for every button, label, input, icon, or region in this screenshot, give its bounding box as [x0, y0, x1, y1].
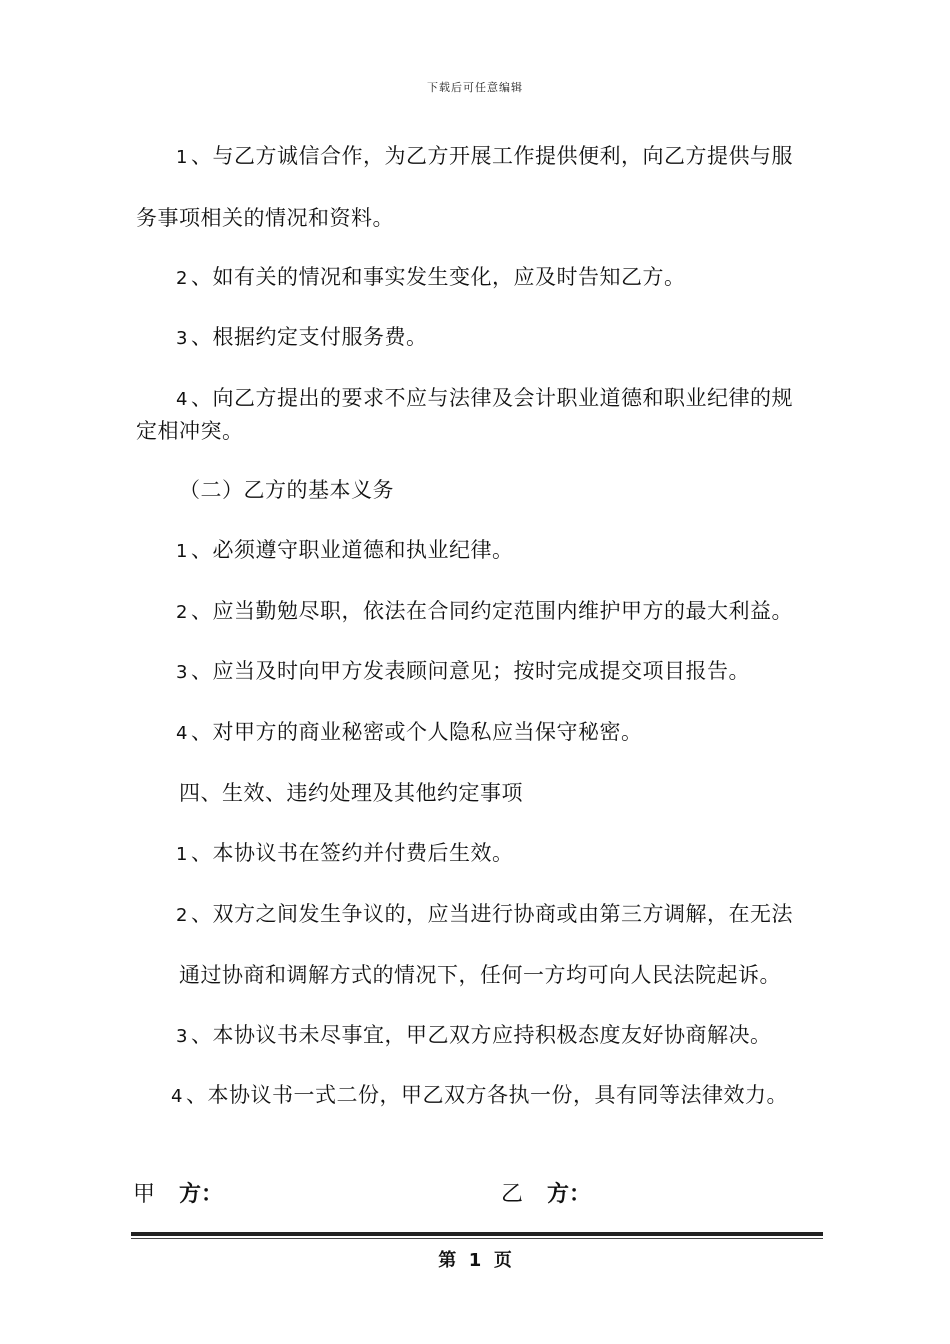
section-heading: 四、生效、违约处理及其他约定事项	[179, 781, 523, 805]
paragraph-line: 通过协商和调解方式的情况下，任何一方均可向人民法院起诉。	[179, 963, 781, 987]
paragraph-line: 1 、本协议书在签约并付费后生效。	[176, 841, 514, 865]
party-b-signature: 乙 方：	[501, 1182, 592, 1207]
section-heading: （二）乙方的基本义务	[179, 478, 394, 502]
paragraph-line: 3 、根据约定支付服务费。	[176, 325, 428, 349]
paragraph-line: 4 、本协议书一式二份，甲乙双方各执一份，具有同等法律效力。	[171, 1083, 788, 1107]
footer-divider	[131, 1232, 823, 1236]
paragraph-line: 4 、向乙方提出的要求不应与法律及会计职业道德和职业纪律的规	[176, 386, 793, 410]
footer-divider-thin	[131, 1238, 823, 1239]
paragraph-line: 3 、应当及时向甲方发表顾问意见；按时完成提交项目报告。	[176, 659, 750, 683]
paragraph-line: 2 、如有关的情况和事实发生变化，应及时告知乙方。	[176, 265, 686, 289]
paragraph-line: 1 、必须遵守职业道德和执业纪律。	[176, 538, 514, 562]
paragraph-line: 3 、本协议书未尽事宜，甲乙双方应持积极态度友好协商解决。	[176, 1023, 772, 1047]
paragraph-line: 务事项相关的情况和资料。	[136, 206, 394, 230]
paragraph-line: 2 、应当勤勉尽职，依法在合同约定范围内维护甲方的最大利益。	[176, 599, 793, 623]
header-note: 下载后可任意编辑	[427, 81, 523, 94]
party-a-signature: 甲 方：	[133, 1182, 224, 1207]
paragraph-line: 4 、对甲方的商业秘密或个人隐私应当保守秘密。	[176, 720, 643, 744]
paragraph-line: 定相冲突。	[136, 419, 244, 443]
paragraph-line: 1 、与乙方诚信合作，为乙方开展工作提供便利，向乙方提供与服	[176, 144, 793, 168]
page-number: 第 1 页	[438, 1250, 512, 1271]
paragraph-line: 2 、双方之间发生争议的，应当进行协商或由第三方调解，在无法	[176, 902, 793, 926]
